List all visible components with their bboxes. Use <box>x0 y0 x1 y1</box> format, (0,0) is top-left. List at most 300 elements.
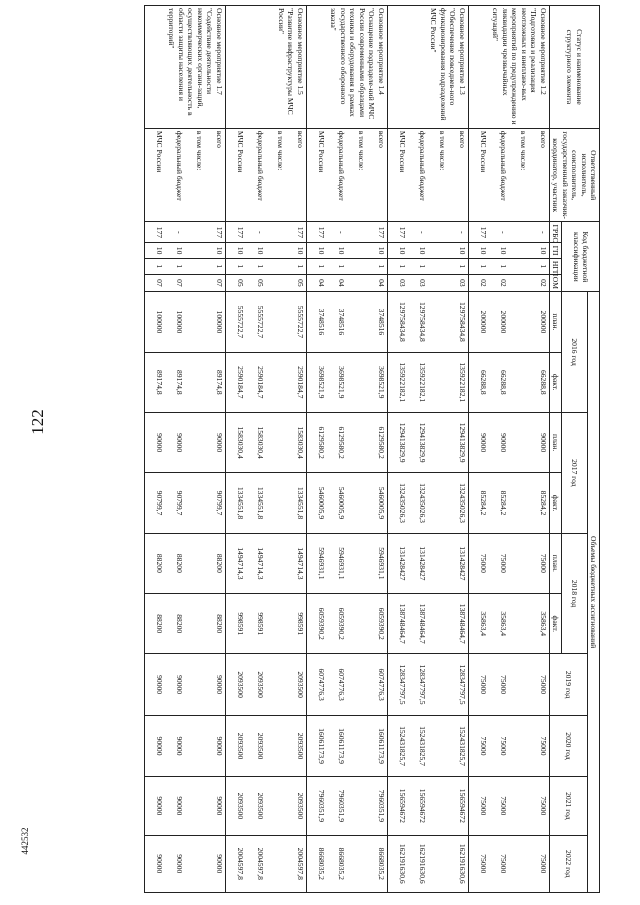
volume-cell <box>347 715 367 776</box>
grbs-cell: - <box>529 222 550 243</box>
ngp-cell: 1 <box>367 258 388 274</box>
volume-cell: 90000 <box>205 715 226 776</box>
om-cell: 04 <box>367 274 388 292</box>
volume-cell <box>509 533 529 593</box>
responsible-cell: в том числе: <box>509 128 529 222</box>
gp-cell: 10 <box>408 243 428 259</box>
volume-cell: 5460005,9 <box>367 473 388 533</box>
volume-cell <box>185 835 205 893</box>
volume-cell <box>428 412 448 472</box>
header-om: ОМ <box>549 274 561 292</box>
volume-cell: 2093500 <box>246 715 266 776</box>
volume-cell: 5946931,1 <box>306 533 327 593</box>
table-row <box>225 6 246 893</box>
ngp-cell: 1 <box>448 258 469 274</box>
volume-cell: 132435026,3 <box>387 473 408 533</box>
volume-cell: 2590184,7 <box>225 352 246 412</box>
grbs-cell: 177 <box>306 222 327 243</box>
volume-cell <box>266 473 286 533</box>
volume-cell: 128347797,5 <box>448 654 469 715</box>
volume-cell <box>266 777 286 835</box>
volume-cell <box>509 715 529 776</box>
volume-cell: 16061173,9 <box>327 715 347 776</box>
volume-cell: 89174,8 <box>165 352 185 412</box>
volume-cell: 129758434,8 <box>448 292 469 352</box>
volume-cell: 90000 <box>144 654 165 715</box>
table-row <box>509 6 529 893</box>
volume-cell: 2093500 <box>225 715 246 776</box>
om-cell: 02 <box>529 274 550 292</box>
volume-cell: 85284,2 <box>489 473 509 533</box>
gp-cell <box>347 243 367 259</box>
gp-cell: 10 <box>327 243 347 259</box>
volume-cell: 6074776,3 <box>327 654 347 715</box>
volume-cell: 35863,4 <box>468 594 489 654</box>
ngp-cell <box>428 258 448 274</box>
volume-cell: 135922182,1 <box>448 352 469 412</box>
volume-cell: 162191630,6 <box>387 835 408 893</box>
volume-cell: 2093500 <box>225 777 246 835</box>
responsible-cell: всего <box>367 128 388 222</box>
grbs-cell: 177 <box>225 222 246 243</box>
volume-cell <box>509 835 529 893</box>
table-row <box>428 6 448 893</box>
om-cell: 02 <box>468 274 489 292</box>
volume-cell: 129413829,9 <box>387 412 408 472</box>
table-header <box>549 6 599 893</box>
volume-cell <box>509 777 529 835</box>
volume-cell: 6059390,2 <box>367 594 388 654</box>
gp-cell <box>185 243 205 259</box>
responsible-cell: в том числе: <box>428 128 448 222</box>
measure-name: Основное мероприятие 1.7 "Содействие деятельности некоммерческих органи-заций, осуществляющих деятельность в области защиты населения и территорий" <box>144 6 225 129</box>
volume-cell: 128347797,5 <box>408 654 428 715</box>
gp-cell: 10 <box>367 243 388 259</box>
volume-cell: 88200 <box>144 533 165 593</box>
responsible-cell: МЧС России <box>468 128 489 222</box>
table-row <box>448 6 469 893</box>
volume-cell: 200000 <box>489 292 509 352</box>
volume-cell: 35863,4 <box>529 594 550 654</box>
table-row <box>306 6 327 893</box>
gp-cell <box>509 243 529 259</box>
volume-cell: 90000 <box>165 654 185 715</box>
gp-cell: 10 <box>529 243 550 259</box>
volume-cell <box>428 473 448 533</box>
gp-cell: 10 <box>387 243 408 259</box>
volume-cell: 88200 <box>205 594 226 654</box>
volume-cell: 75000 <box>468 654 489 715</box>
volume-cell <box>509 352 529 412</box>
volume-cell <box>266 835 286 893</box>
volume-cell: 1494714,3 <box>225 533 246 593</box>
volume-cell: 75000 <box>529 777 550 835</box>
volume-cell: 75000 <box>489 777 509 835</box>
volume-cell: 88200 <box>144 594 165 654</box>
ngp-cell: 1 <box>225 258 246 274</box>
volume-cell: 132435026,3 <box>448 473 469 533</box>
volume-cell: 129413829,9 <box>448 412 469 472</box>
volume-cell: 200000 <box>468 292 489 352</box>
header-year-2021: 2021 год <box>549 777 587 835</box>
volume-cell <box>266 654 286 715</box>
volume-cell: 8668035,2 <box>327 835 347 893</box>
volume-cell: 162191630,6 <box>408 835 428 893</box>
volume-cell: 75000 <box>468 835 489 893</box>
volume-cell <box>347 835 367 893</box>
volume-cell: 5460005,9 <box>327 473 347 533</box>
volume-cell <box>347 352 367 412</box>
volume-cell <box>185 292 205 352</box>
volume-cell <box>185 715 205 776</box>
volume-cell: 75000 <box>529 533 550 593</box>
volume-cell: 2093500 <box>246 654 266 715</box>
volume-cell <box>428 777 448 835</box>
responsible-cell: всего <box>529 128 550 222</box>
responsible-cell: в том числе: <box>185 128 205 222</box>
header-2018-fact: факт. <box>549 594 561 654</box>
volume-cell: 5460005,9 <box>306 473 327 533</box>
volume-cell: 7960351,9 <box>306 777 327 835</box>
volume-cell: 129758434,8 <box>387 292 408 352</box>
volume-cell: 7960351,9 <box>367 777 388 835</box>
volume-cell <box>428 715 448 776</box>
volume-cell <box>428 835 448 893</box>
volume-cell <box>266 412 286 472</box>
volume-cell: 90799,7 <box>165 473 185 533</box>
table-row <box>144 6 165 893</box>
table-row <box>246 6 266 893</box>
grbs-cell <box>347 222 367 243</box>
grbs-cell <box>428 222 448 243</box>
volume-cell: 6129580,2 <box>327 412 347 472</box>
header-2017-plan: план. <box>549 412 561 472</box>
om-cell: 02 <box>489 274 509 292</box>
volume-cell: 6074776,3 <box>306 654 327 715</box>
volume-cell: 90000 <box>489 412 509 472</box>
volume-cell: 3748516 <box>327 292 347 352</box>
volume-cell: 6129580,2 <box>367 412 388 472</box>
volume-cell: 2004597,8 <box>286 835 307 893</box>
om-cell: 04 <box>306 274 327 292</box>
ngp-cell <box>185 258 205 274</box>
ngp-cell <box>266 258 286 274</box>
volume-cell <box>428 352 448 412</box>
volume-cell: 131428427 <box>387 533 408 593</box>
volume-cell: 16061173,9 <box>367 715 388 776</box>
volume-cell <box>428 594 448 654</box>
volume-cell: 90000 <box>205 654 226 715</box>
volume-cell <box>185 533 205 593</box>
header-grbs: ГРБС <box>549 222 561 243</box>
ngp-cell: 1 <box>489 258 509 274</box>
volume-cell: 75000 <box>489 715 509 776</box>
gp-cell: 10 <box>306 243 327 259</box>
table-row <box>185 6 205 893</box>
volume-cell <box>509 473 529 533</box>
volume-cell: 75000 <box>529 654 550 715</box>
volume-cell <box>266 715 286 776</box>
volume-cell: 152431825,7 <box>387 715 408 776</box>
volume-cell: 66288,8 <box>489 352 509 412</box>
volume-cell: 88200 <box>205 533 226 593</box>
volume-cell: 90000 <box>468 412 489 472</box>
om-cell <box>347 274 367 292</box>
volume-cell <box>347 412 367 472</box>
volume-cell <box>266 352 286 412</box>
volume-cell <box>185 352 205 412</box>
gp-cell: 10 <box>205 243 226 259</box>
volume-cell: 90799,7 <box>205 473 226 533</box>
volume-cell: 998591 <box>286 594 307 654</box>
budget-allocation-table <box>144 5 600 893</box>
ngp-cell: 1 <box>205 258 226 274</box>
volume-cell: 100000 <box>144 292 165 352</box>
volume-cell: 90799,7 <box>144 473 165 533</box>
grbs-cell: - <box>327 222 347 243</box>
table-row <box>408 6 428 893</box>
om-cell <box>428 274 448 292</box>
grbs-cell: - <box>448 222 469 243</box>
volume-cell: 998591 <box>246 594 266 654</box>
gp-cell: 10 <box>144 243 165 259</box>
om-cell: 04 <box>327 274 347 292</box>
volume-cell <box>347 654 367 715</box>
header-gp: ГП <box>549 243 561 259</box>
volume-cell: 3748516 <box>367 292 388 352</box>
volume-cell: 156594672 <box>387 777 408 835</box>
volume-cell: 138748464,7 <box>387 594 408 654</box>
ngp-cell: 1 <box>306 258 327 274</box>
header-year-2017: 2017 год <box>562 412 587 533</box>
volume-cell <box>266 533 286 593</box>
table-row <box>327 6 347 893</box>
ngp-cell: 1 <box>387 258 408 274</box>
header-year-2019: 2019 год <box>549 654 587 715</box>
gp-cell: 10 <box>448 243 469 259</box>
ngp-cell: 1 <box>468 258 489 274</box>
volume-cell: 3698521,9 <box>367 352 388 412</box>
volume-cell: 6074776,3 <box>367 654 388 715</box>
page-number: 122 <box>28 409 47 435</box>
header-year-2018: 2018 год <box>562 533 587 654</box>
gp-cell: 10 <box>489 243 509 259</box>
grbs-cell: 177 <box>205 222 226 243</box>
table-row <box>529 6 550 893</box>
volume-cell: 2004597,8 <box>246 835 266 893</box>
header-year-2022: 2022 год <box>549 835 587 893</box>
grbs-cell: - <box>408 222 428 243</box>
volume-cell: 90000 <box>144 777 165 835</box>
volume-cell: 75000 <box>489 654 509 715</box>
gp-cell <box>266 243 286 259</box>
volume-cell: 90000 <box>165 715 185 776</box>
volume-cell: 66288,8 <box>529 352 550 412</box>
volume-cell: 1334551,8 <box>286 473 307 533</box>
measure-name: Основное мероприятие 1.2 "Подготовка и реализация неотложных и внеплано-вых мероприятий по предупреждению и ликвидации чрезвычайных ситуаций" <box>468 6 549 129</box>
volume-cell: 135922182,1 <box>387 352 408 412</box>
gp-cell: 10 <box>246 243 266 259</box>
header-budget-code: Код бюджетной классификации <box>562 222 600 292</box>
ngp-cell: 1 <box>529 258 550 274</box>
volume-cell: 131428427 <box>408 533 428 593</box>
volume-cell: 1334551,8 <box>246 473 266 533</box>
om-cell: 07 <box>205 274 226 292</box>
grbs-cell: - <box>165 222 185 243</box>
responsible-cell: МЧС России <box>387 128 408 222</box>
volume-cell: 90000 <box>205 777 226 835</box>
volume-cell <box>509 654 529 715</box>
table-row <box>266 6 286 893</box>
ngp-cell <box>347 258 367 274</box>
table-row <box>347 6 367 893</box>
gp-cell: 10 <box>225 243 246 259</box>
table-row <box>165 6 185 893</box>
volume-cell: 135922182,1 <box>408 352 428 412</box>
om-cell: 05 <box>246 274 266 292</box>
header-year-2020: 2020 год <box>549 715 587 776</box>
volume-cell: 5555722,7 <box>225 292 246 352</box>
header-status: Статус и наименование структурного элемента <box>549 6 599 129</box>
volume-cell <box>347 533 367 593</box>
responsible-cell: федеральный бюджет <box>165 128 185 222</box>
table-row <box>205 6 226 893</box>
volume-cell: 2004597,8 <box>225 835 246 893</box>
volume-cell: 1334551,8 <box>225 473 246 533</box>
measure-name: Основное мероприятие 1.4 "Оснащение подразделе-ний МЧС России современными образцами техники и оборудования в рамках государственного оборонного заказа" <box>306 6 387 129</box>
volume-cell: 90000 <box>165 777 185 835</box>
volume-cell: 1583030,4 <box>246 412 266 472</box>
gp-cell <box>428 243 448 259</box>
grbs-cell <box>185 222 205 243</box>
volume-cell: 132435026,3 <box>408 473 428 533</box>
volume-cell: 90000 <box>529 412 550 472</box>
volume-cell: 3698521,9 <box>327 352 347 412</box>
volume-cell <box>185 412 205 472</box>
volume-cell: 998591 <box>225 594 246 654</box>
table-row <box>387 6 408 893</box>
header-2016-plan: план. <box>549 292 561 352</box>
volume-cell: 85284,2 <box>529 473 550 533</box>
volume-cell: 200000 <box>529 292 550 352</box>
volume-cell: 6129580,2 <box>306 412 327 472</box>
volume-cell: 89174,8 <box>205 352 226 412</box>
volume-cell: 138748464,7 <box>408 594 428 654</box>
volume-cell: 90000 <box>144 715 165 776</box>
volume-cell: 90000 <box>205 835 226 893</box>
responsible-cell: всего <box>286 128 307 222</box>
responsible-cell: федеральный бюджет <box>327 128 347 222</box>
volume-cell <box>428 533 448 593</box>
ngp-cell <box>509 258 529 274</box>
volume-cell: 75000 <box>529 835 550 893</box>
gp-cell: 10 <box>468 243 489 259</box>
volume-cell: 3698521,9 <box>306 352 327 412</box>
volume-cell: 90000 <box>144 835 165 893</box>
grbs-cell: 177 <box>387 222 408 243</box>
volume-cell: 2093500 <box>225 654 246 715</box>
ngp-cell: 1 <box>144 258 165 274</box>
table-row <box>468 6 489 893</box>
volume-cell: 85284,2 <box>468 473 489 533</box>
volume-cell: 1583030,4 <box>225 412 246 472</box>
volume-cell: 8668035,2 <box>367 835 388 893</box>
volume-cell: 5946931,1 <box>367 533 388 593</box>
om-cell: 03 <box>387 274 408 292</box>
responsible-cell: федеральный бюджет <box>246 128 266 222</box>
volume-cell: 75000 <box>468 715 489 776</box>
volume-cell: 2093500 <box>286 715 307 776</box>
volume-cell <box>347 292 367 352</box>
header-ngp: НГП <box>549 258 561 274</box>
volume-cell <box>347 473 367 533</box>
volume-cell <box>428 292 448 352</box>
responsible-cell: федеральный бюджет <box>489 128 509 222</box>
grbs-cell: - <box>246 222 266 243</box>
volume-cell: 1494714,3 <box>286 533 307 593</box>
volume-cell <box>509 594 529 654</box>
om-cell <box>266 274 286 292</box>
volume-cell: 6059390,2 <box>327 594 347 654</box>
responsible-cell: МЧС России <box>306 128 327 222</box>
header-2016-fact: факт. <box>549 352 561 412</box>
measure-name: Основное мероприятие 1.3 "Обеспечение повседнев-ного функционирования подразделений МЧС России" <box>387 6 468 129</box>
header-volumes: Объемы бюджетных ассигнований <box>587 292 599 893</box>
ngp-cell: 1 <box>408 258 428 274</box>
volume-cell <box>185 654 205 715</box>
om-cell: 03 <box>408 274 428 292</box>
volume-cell: 138748464,7 <box>448 594 469 654</box>
volume-cell: 152431825,7 <box>448 715 469 776</box>
grbs-cell <box>266 222 286 243</box>
volume-cell: 90000 <box>165 412 185 472</box>
responsible-cell: МЧС России <box>225 128 246 222</box>
volume-cell <box>185 473 205 533</box>
rotated-table-container <box>115 5 600 893</box>
gp-cell: 10 <box>165 243 185 259</box>
ngp-cell: 1 <box>327 258 347 274</box>
volume-cell <box>347 777 367 835</box>
volume-cell <box>266 594 286 654</box>
grbs-cell: 177 <box>286 222 307 243</box>
header-2018-plan: план. <box>549 533 561 593</box>
om-cell <box>185 274 205 292</box>
grbs-cell: 177 <box>468 222 489 243</box>
volume-cell: 100000 <box>205 292 226 352</box>
volume-cell: 3748516 <box>306 292 327 352</box>
volume-cell: 152431825,7 <box>408 715 428 776</box>
volume-cell: 2093500 <box>246 777 266 835</box>
header-year-2016: 2016 год <box>562 292 587 413</box>
volume-cell <box>509 412 529 472</box>
om-cell: 05 <box>286 274 307 292</box>
volume-cell: 5555722,7 <box>246 292 266 352</box>
grbs-cell: - <box>489 222 509 243</box>
table-row <box>489 6 509 893</box>
responsible-cell: в том числе: <box>347 128 367 222</box>
ngp-cell: 1 <box>286 258 307 274</box>
volume-cell: 129758434,8 <box>408 292 428 352</box>
measure-name: Основное мероприятие 1.5 "Развитие инфраструктуры МЧС России" <box>225 6 306 129</box>
volume-cell: 90000 <box>165 835 185 893</box>
om-cell: 05 <box>225 274 246 292</box>
volume-cell: 129413829,9 <box>408 412 428 472</box>
gp-cell: 10 <box>286 243 307 259</box>
om-cell: 07 <box>165 274 185 292</box>
volume-cell: 88200 <box>165 594 185 654</box>
volume-cell: 89174,8 <box>144 352 165 412</box>
responsible-cell: федеральный бюджет <box>408 128 428 222</box>
